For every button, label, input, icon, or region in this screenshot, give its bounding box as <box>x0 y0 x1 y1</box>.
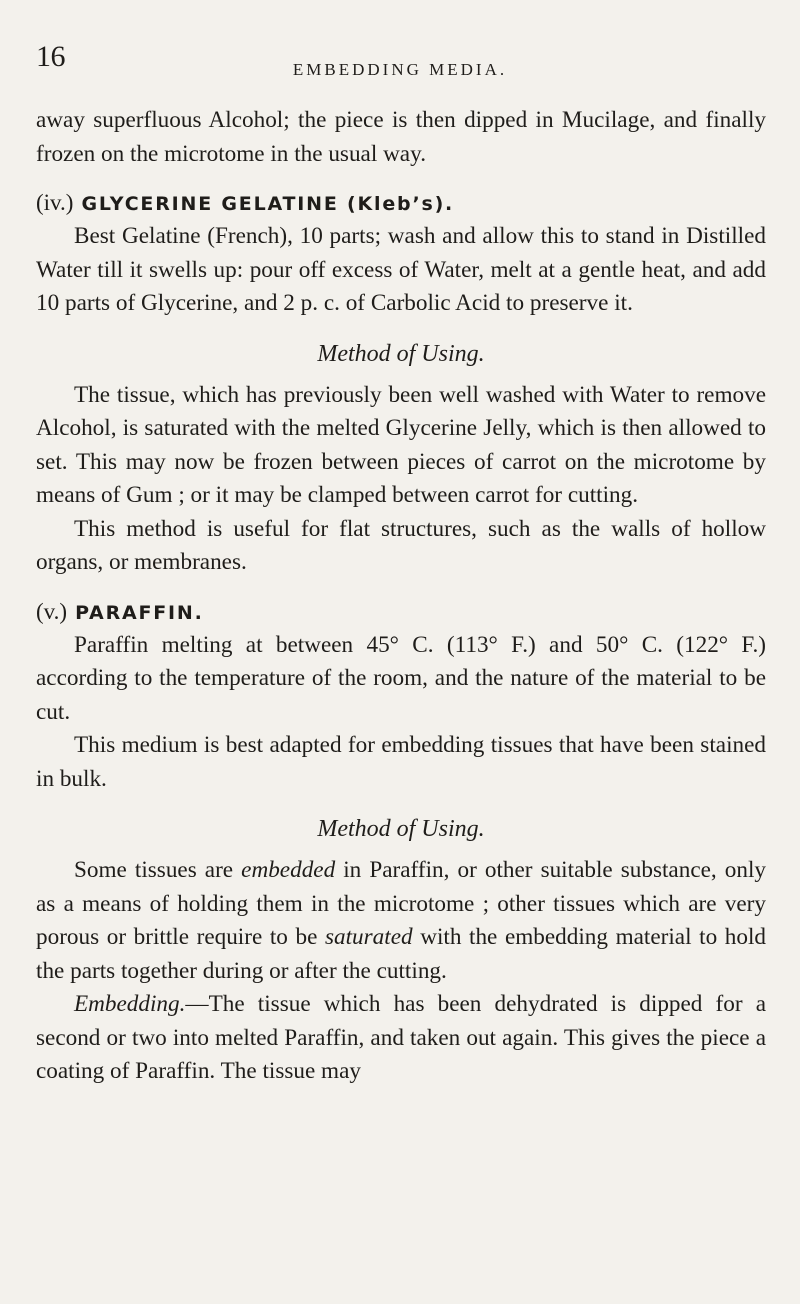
paragraph-paraffin-temperature: Paraffin melting at between 45° C. (113° F.) and 50° C. (122° F.) according to the temperature of the room, and the nature of the material to be cut. <box>36 631 766 725</box>
text-segment: with the embedding material to hold the parts together during or after the cutting. <box>36 924 766 984</box>
paragraph-embedding-procedure <box>36 988 766 1089</box>
subheading-method-of-using-2: Method of Using. <box>317 816 485 842</box>
emphasized-term: saturated <box>324 924 413 950</box>
section-number: (iv.) <box>36 190 74 215</box>
section-title: GLYCERINE GELATINE (Kleb’s). <box>81 193 455 215</box>
paragraph-method-usefulness: This method is useful for flat structures, such as the walls of hollow organs, or membranes. <box>36 515 766 575</box>
running-head: EMBEDDING MEDIA. <box>292 60 508 79</box>
section-heading-iv <box>36 187 766 220</box>
continued-paragraph: away superfluous Alcohol; the piece is then dipped in Mucilage, and finally frozen on the microtome in the usual way. <box>36 107 766 167</box>
paragraph-glycerine-gelatine: Best Gelatine (French), 10 parts; wash and allow this to stand in Distilled Water till it swells up: pour off excess of Water, melt at a gentle heat, and add 10 parts of Glycerine, and 2 p. c. of Carbolic Acid to preserve it. <box>36 223 766 316</box>
page-number: 16 <box>36 40 65 73</box>
subheading-method-of-using: Method of Using. <box>317 340 485 367</box>
text-segment: —The tissue which has been dehydrated is dipped for a second or two into melted Paraffin, and taken out again. This gives the piece a coating of Paraffin. The tissue may <box>36 991 766 1084</box>
page-content <box>36 104 766 1089</box>
paragraph-paraffin-use: This medium is best adapted for embedding tissues that have been stained in bulk. <box>36 732 766 792</box>
paragraph-embedding-types <box>36 854 766 988</box>
emphasized-term: embedded <box>241 857 336 883</box>
text-segment: in Paraffin, or other suitable substance, only as a means of holding them in the microtome ; other tissues which are very porous or brittle require to be <box>36 857 766 950</box>
text-segment: Some tissues are <box>74 857 242 883</box>
page-header <box>36 42 764 82</box>
paragraph-tissue-saturation: The tissue, which has previously been well washed with Water to remove Alcohol, is saturated with the melted Glycerine Jelly, which is then allowed to set. This may now be frozen between pieces of carrot on the microtome by means of Gum ; or it may be clamped between carrot for cutting. <box>36 381 766 508</box>
section-number: (v.) <box>36 598 68 624</box>
emphasized-term: Embedding. <box>74 991 186 1017</box>
section-heading-v <box>36 596 766 629</box>
section-title: PARAFFIN. <box>75 601 204 624</box>
